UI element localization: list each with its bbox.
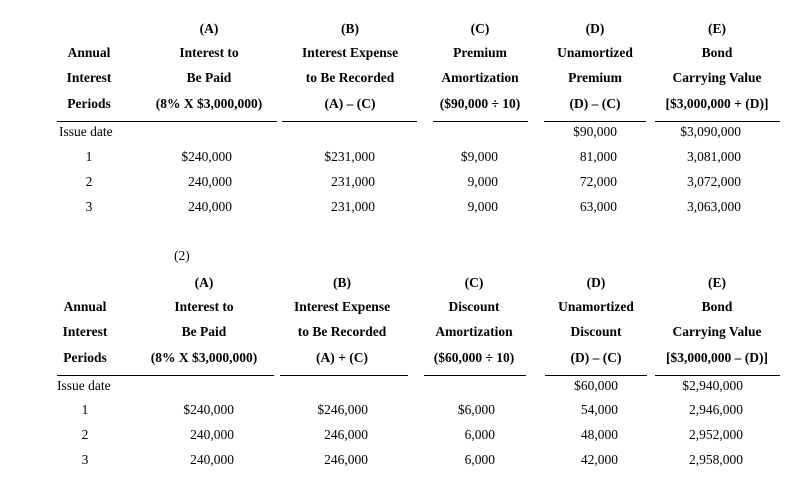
header-label: Unamortized [557, 45, 633, 60]
header-label: Amortization [435, 324, 513, 339]
header-rule [57, 121, 152, 122]
col-letter-b: (B) [341, 21, 359, 36]
header-rule [544, 121, 646, 122]
col-letter-e: (E) [708, 21, 726, 36]
header-label: Bond [701, 45, 733, 60]
header-label: (D) – (C) [569, 96, 621, 111]
header-label: (A) + (C) [316, 350, 368, 365]
header-label: Be Paid [186, 70, 232, 85]
cell-d: 81,000 [579, 149, 617, 164]
col-letter-a: (A) [194, 275, 214, 290]
col-letter-c: (C) [470, 21, 490, 36]
issue-date-label: Issue date [57, 378, 111, 393]
header-rule [142, 121, 277, 122]
header-label: Interest to [179, 45, 239, 60]
col-letter-e: (E) [708, 275, 726, 290]
header-label: ($90,000 ÷ 10) [439, 96, 521, 111]
cell-period: 2 [81, 427, 89, 442]
col-letter-d: (D) [586, 275, 606, 290]
cell-c: $9,000 [460, 149, 498, 164]
col-letter-d: (D) [585, 21, 605, 36]
cell-period: 3 [85, 199, 93, 214]
col-letter-a: (A) [199, 21, 219, 36]
header-label: Interest Expense [293, 299, 391, 314]
header-label: [$3,000,000 – (D)] [666, 350, 768, 365]
cell-b: 246,000 [324, 452, 368, 467]
cell-b: 246,000 [324, 427, 368, 442]
part-2-label: (2) [174, 248, 190, 263]
header-label: Bond [701, 299, 733, 314]
header-label: (D) – (C) [570, 350, 622, 365]
cell-e: 3,072,000 [687, 174, 741, 189]
cell-d: $90,000 [573, 124, 617, 139]
header-label: Premium [568, 70, 622, 85]
header-rule [282, 121, 417, 122]
cell-e: 2,946,000 [689, 402, 743, 417]
header-label: ($60,000 ÷ 10) [433, 350, 515, 365]
header-label: Annual [63, 299, 107, 314]
header-label: Interest to [174, 299, 234, 314]
cell-b: 231,000 [331, 174, 375, 189]
cell-period: 2 [85, 174, 93, 189]
col-letter-b: (B) [333, 275, 351, 290]
cell-period: 1 [81, 402, 89, 417]
cell-d: 54,000 [580, 402, 618, 417]
header-label: [$3,000,000 + (D)] [665, 96, 769, 111]
cell-a: $240,000 [181, 149, 232, 164]
cell-period: 3 [81, 452, 89, 467]
header-label: to Be Recorded [297, 324, 387, 339]
header-rule [655, 375, 780, 376]
cell-d: 63,000 [579, 199, 617, 214]
cell-c: 6,000 [464, 427, 495, 442]
header-label: to Be Recorded [305, 70, 395, 85]
header-label: (8% X $3,000,000) [155, 96, 263, 111]
header-label: Interest Expense [301, 45, 399, 60]
header-rule [137, 375, 274, 376]
header-label: Carrying Value [672, 324, 762, 339]
header-label: Interest [62, 324, 108, 339]
header-label: Interest [66, 70, 112, 85]
header-label: Carrying Value [672, 70, 762, 85]
header-rule [57, 375, 147, 376]
cell-a: 240,000 [188, 174, 232, 189]
cell-period: 1 [85, 149, 93, 164]
cell-c: 6,000 [464, 452, 495, 467]
header-label: Unamortized [558, 299, 634, 314]
header-label: Periods [67, 96, 111, 111]
cell-c: $6,000 [457, 402, 495, 417]
cell-b: $246,000 [317, 402, 368, 417]
header-rule [280, 375, 408, 376]
cell-e: $3,090,000 [680, 124, 741, 139]
cell-e: 3,081,000 [687, 149, 741, 164]
cell-e: $2,940,000 [682, 378, 743, 393]
header-rule [433, 121, 528, 122]
cell-c: 9,000 [467, 174, 498, 189]
header-rule [545, 375, 647, 376]
issue-date-label: Issue date [59, 124, 113, 139]
header-label: Discount [448, 299, 500, 314]
cell-b: 231,000 [331, 199, 375, 214]
cell-e: 2,958,000 [689, 452, 743, 467]
header-label: Periods [63, 350, 107, 365]
cell-a: 240,000 [190, 427, 234, 442]
header-rule [655, 121, 780, 122]
header-label: Discount [570, 324, 622, 339]
cell-d: $60,000 [574, 378, 618, 393]
header-label: Premium [453, 45, 507, 60]
header-label: (8% X $3,000,000) [150, 350, 258, 365]
header-label: (A) – (C) [324, 96, 376, 111]
header-label: Amortization [441, 70, 519, 85]
header-label: Annual [67, 45, 111, 60]
cell-a: 240,000 [190, 452, 234, 467]
header-label: Be Paid [181, 324, 227, 339]
cell-e: 2,952,000 [689, 427, 743, 442]
cell-d: 48,000 [580, 427, 618, 442]
cell-a: $240,000 [183, 402, 234, 417]
cell-c: 9,000 [467, 199, 498, 214]
col-letter-c: (C) [464, 275, 484, 290]
cell-e: 3,063,000 [687, 199, 741, 214]
cell-b: $231,000 [324, 149, 375, 164]
header-rule [424, 375, 526, 376]
cell-d: 72,000 [579, 174, 617, 189]
cell-d: 42,000 [580, 452, 618, 467]
cell-a: 240,000 [188, 199, 232, 214]
